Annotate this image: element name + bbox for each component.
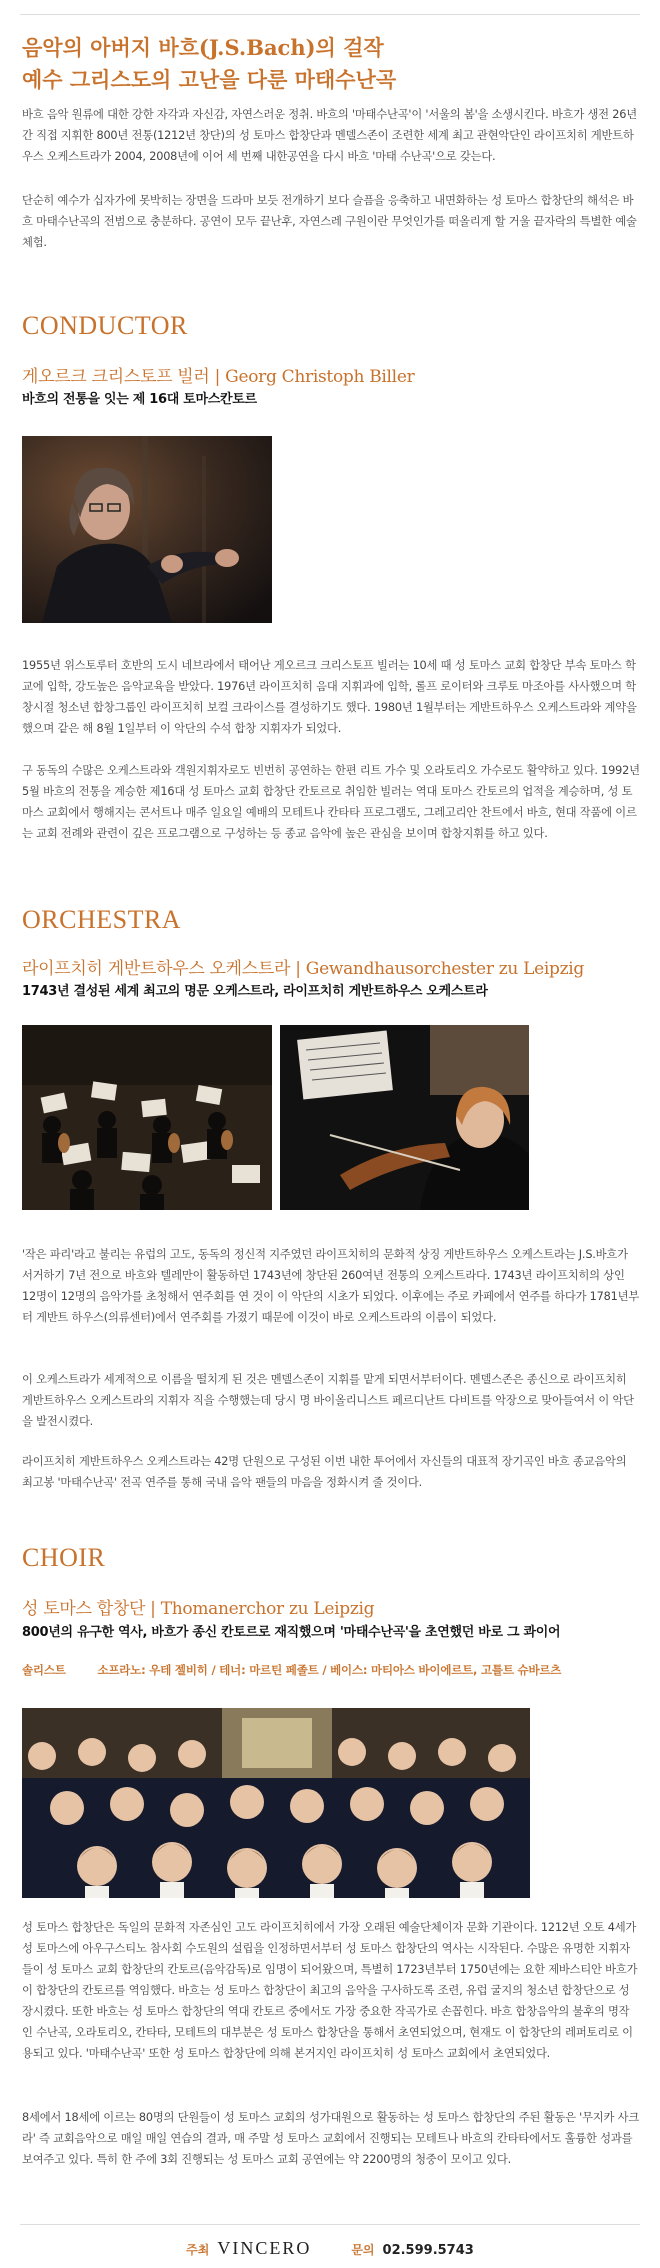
- orchestra-paragraph-2: 이 오케스트라가 세계적으로 이름을 떨치게 된 것은 멘델스존이 지휘를 맡게 되면서부터이다. 멘델스존은 종신으로 라이프치히 게반트하우스 오케스트라의 지휘자 직을 수행했는데 당시 명 바이올리니스트 페르디난트 다비트를 악장으로 맞아들여서 이 악단을 발전시켰다.: [22, 1373, 634, 1428]
- conductor-photo: [22, 436, 272, 623]
- soloists-label: 솔리스트: [22, 1663, 66, 1677]
- intro-headline: [22, 32, 642, 96]
- choir-paragraph-1: 성 토마스 합창단은 독일의 문화적 자존심인 고도 라이프치히에서 가장 오래된 예술단체이자 문화 기관이다. 1212년 오토 4세가 성 토마스에 아우구스티노 참사회 수도원의 설립을 인정하면서부터 성 토마스 합창단의 역사는 시작된다. 수많은 유명한 지휘자들이 성 토마스 교회 합창단의 칸토르(음악감독)로 임명이 되어왔으며, 특별히 1723년부터 1750년에는 요한 제바스티안 바흐가 이 합창단의 칸토르를 역임했다. 바흐는 성 토마스 합창단이 최고의 음악을 구사하도록 조련, 유럽 굴지의 청소년 합창단으로 성장시켰다. 또한 바흐는 성 토마스 합창단의 역대 칸토르 중에서도 가장 중요한 작곡가로 손꼽힌다. 바흐 합창음악의 불후의 명작인 수난곡, 오라토리오, 칸타타, 모테트의 대부분은 성 토마스 합창단을 통해서 초연되었으며, 현재도 이 합창단의 레퍼토리로 이용되고 있다. '마태수난곡' 또한 성 토마스 합창단에 의해 본거지인 라이프치히 성 토마스 교회에서 초연되었다.: [22, 1921, 638, 2060]
- contact-label: 문의: [351, 2243, 375, 2257]
- choir-subtitle: 800년의 유구한 역사, 바흐가 종신 칸토르로 재직했으며 '마태수난곡'을 초연했던 바로 그 콰이어: [22, 1625, 561, 1640]
- choir-section-title: CHOIR: [22, 1543, 106, 1572]
- soloists-names: 소프라노: 우테 젤비히 / 테너: 마르틴 페졸트 / 베이스: 마티아스 바이에르트, 고틀트 슈바르츠: [97, 1663, 562, 1677]
- orchestra-name: 라이프치히 게반트하우스 오케스트라 | Gewandhausorchester zu Leipzig: [22, 959, 585, 979]
- conductor-paragraph-1: 1955년 위스토루터 호반의 도시 네브라에서 태어난 게오르크 크리스토프 빌러는 10세 때 성 토마스 교회 합창단 부속 토마스 학교에 입학, 강도높은 음악교육을 받았다. 1976년 라이프치히 음대 지휘과에 입학, 롤프 로이터와 크루토 마조아를 사사했으며 학창시절 청소년 합창그룹인 라이프치히 보컬 크라이스를 결성하기도 했다. 1980년 1월부터는 게반트하우스 오케스트라와 계약을 했으며 같은 해 8월 1일부터 이 악단의 수석 합창 지휘자가 되었다.: [22, 659, 637, 735]
- footer: [0, 2238, 660, 2259]
- violinist-photo: [280, 1025, 529, 1210]
- conductor-subtitle: 바흐의 전통을 잇는 제 16대 토마스칸토르: [22, 392, 257, 407]
- footer-divider: [20, 2224, 640, 2225]
- headline-line-1: 음악의 아버지 바흐(J.S.Bach)의 걸작: [22, 35, 384, 60]
- orchestra-paragraph-3: 라이프치히 게반트하우스 오케스트라는 42명 단원으로 구성된 이번 내한 투어에서 자신들의 대표적 장기곡인 바흐 종교음악의 최고봉 '마태수난곡' 전곡 연주를 통해 국내 음악 팬들의 마음을 정화시켜 줄 것이다.: [22, 1455, 627, 1489]
- conductor-name: 게오르크 크리스토프 빌러 | Georg Christoph Biller: [22, 367, 415, 387]
- conductor-paragraph-2: 구 동독의 수많은 오케스트라와 객원지휘자로도 빈번히 공연하는 한편 리트 가수 및 오라토리오 가수로도 활약하고 있다. 1992년 5월 바흐의 전통을 계승한 제16대 성 토마스 교회 합창단 칸토르로 취임한 빌러는 역대 토마스 칸토르의 업적을 계승하며, 성 토마스 교회에서 행해지는 콘서트나 매주 일요일 예배의 모테트나 칸타타 프로그램도, 그레고리안 찬트에서 바흐, 현대 작품에 이르는 교회 전례와 관련이 깊은 프로그램으로 구성하는 등 종교 음악에 높은 관심을 보이며 합창지휘를 하고 있다.: [22, 764, 640, 840]
- orchestra-subtitle: 1743년 결성된 세계 최고의 명문 오케스트라, 라이프치히 게반트하우스 오케스트라: [22, 984, 488, 999]
- host-label: 주최: [186, 2243, 210, 2257]
- top-divider: [20, 14, 640, 15]
- orchestra-paragraph-1: '작은 파리'라고 불리는 유럽의 고도, 동독의 정신적 지주였던 라이프치히의 문화적 상징 게반트하우스 오케스트라는 J.S.바흐가 서거하기 7년 전으로 바흐와 텔레만이 활동하던 1743년에 창단된 260여년 전통의 오케스트라다. 1743년 라이프치히의 상인 12명이 12명의 음악가를 초청해서 연주회를 연 것이 이 악단의 시초가 되었다. 이후에는 주로 카페에서 연주를 하다가 1781년부터 게반트 하우스(의류센터)에서 연주회를 가졌기 때문에 이것이 바로 오케스트라의 이름이 되었다.: [22, 1248, 640, 1324]
- intro-paragraph-1: 바흐 음악 원류에 대한 강한 자각과 자신감, 자연스러운 정취. 바흐의 '마태수난곡'이 '서울의 봄'을 소생시킨다. 바흐가 생전 26년간 직접 지휘한 800년 전통(1212년 창단)의 성 토마스 합창단과 멘델스존이 조련한 세계 최고 관현악단인 라이프치히 게반트하우스 오케스트라가 2004, 2008년에 이어 세 번째 내한공연을 다시 바흐 '마태 수난곡'으로 갖는다.: [22, 108, 637, 163]
- host-name: VINCERO: [217, 2238, 312, 2258]
- intro-paragraph-2: 단순히 예수가 십자가에 못박히는 장면을 드라마 보듯 전개하기 보다 슬픔을 응축하고 내면화하는 성 토마스 합창단의 해석은 바흐 마태수난곡의 전범으로 충분하다. 공연이 모두 끝난후, 자연스레 구원이란 무엇인가를 떠올리게 할 거울 끝자락의 특별한 예술 체험.: [22, 194, 637, 249]
- choir-paragraph-2: 8세에서 18세에 이르는 80명의 단원들이 성 토마스 교회의 성가대원으로 활동하는 성 토마스 합창단의 주된 활동은 '무지카 사크라' 즉 교회음악으로 매일 매일 연습의 결과, 매 주말 성 토마스 교회에서 진행되는 모테트나 바흐의 칸타타에서도 훌륭한 성과를 보여주고 있다. 특히 한 주에 3회 진행되는 성 토마스 교회 공연에는 약 2200명의 청중이 모이고 있다.: [22, 2111, 640, 2166]
- boys-choir-photo: [22, 1708, 530, 1898]
- conductor-section-title: CONDUCTOR: [22, 311, 188, 340]
- choir-name: 성 토마스 합창단 | Thomanerchor zu Leipzig: [22, 1599, 375, 1619]
- soloists-line: [22, 1662, 561, 1678]
- contact-phone: 02.599.5743: [382, 2243, 474, 2258]
- headline-line-2: 예수 그리스도의 고난을 다룬 마태수난곡: [22, 67, 397, 92]
- orchestra-photo: [22, 1025, 272, 1210]
- orchestra-section-title: ORCHESTRA: [22, 905, 182, 934]
